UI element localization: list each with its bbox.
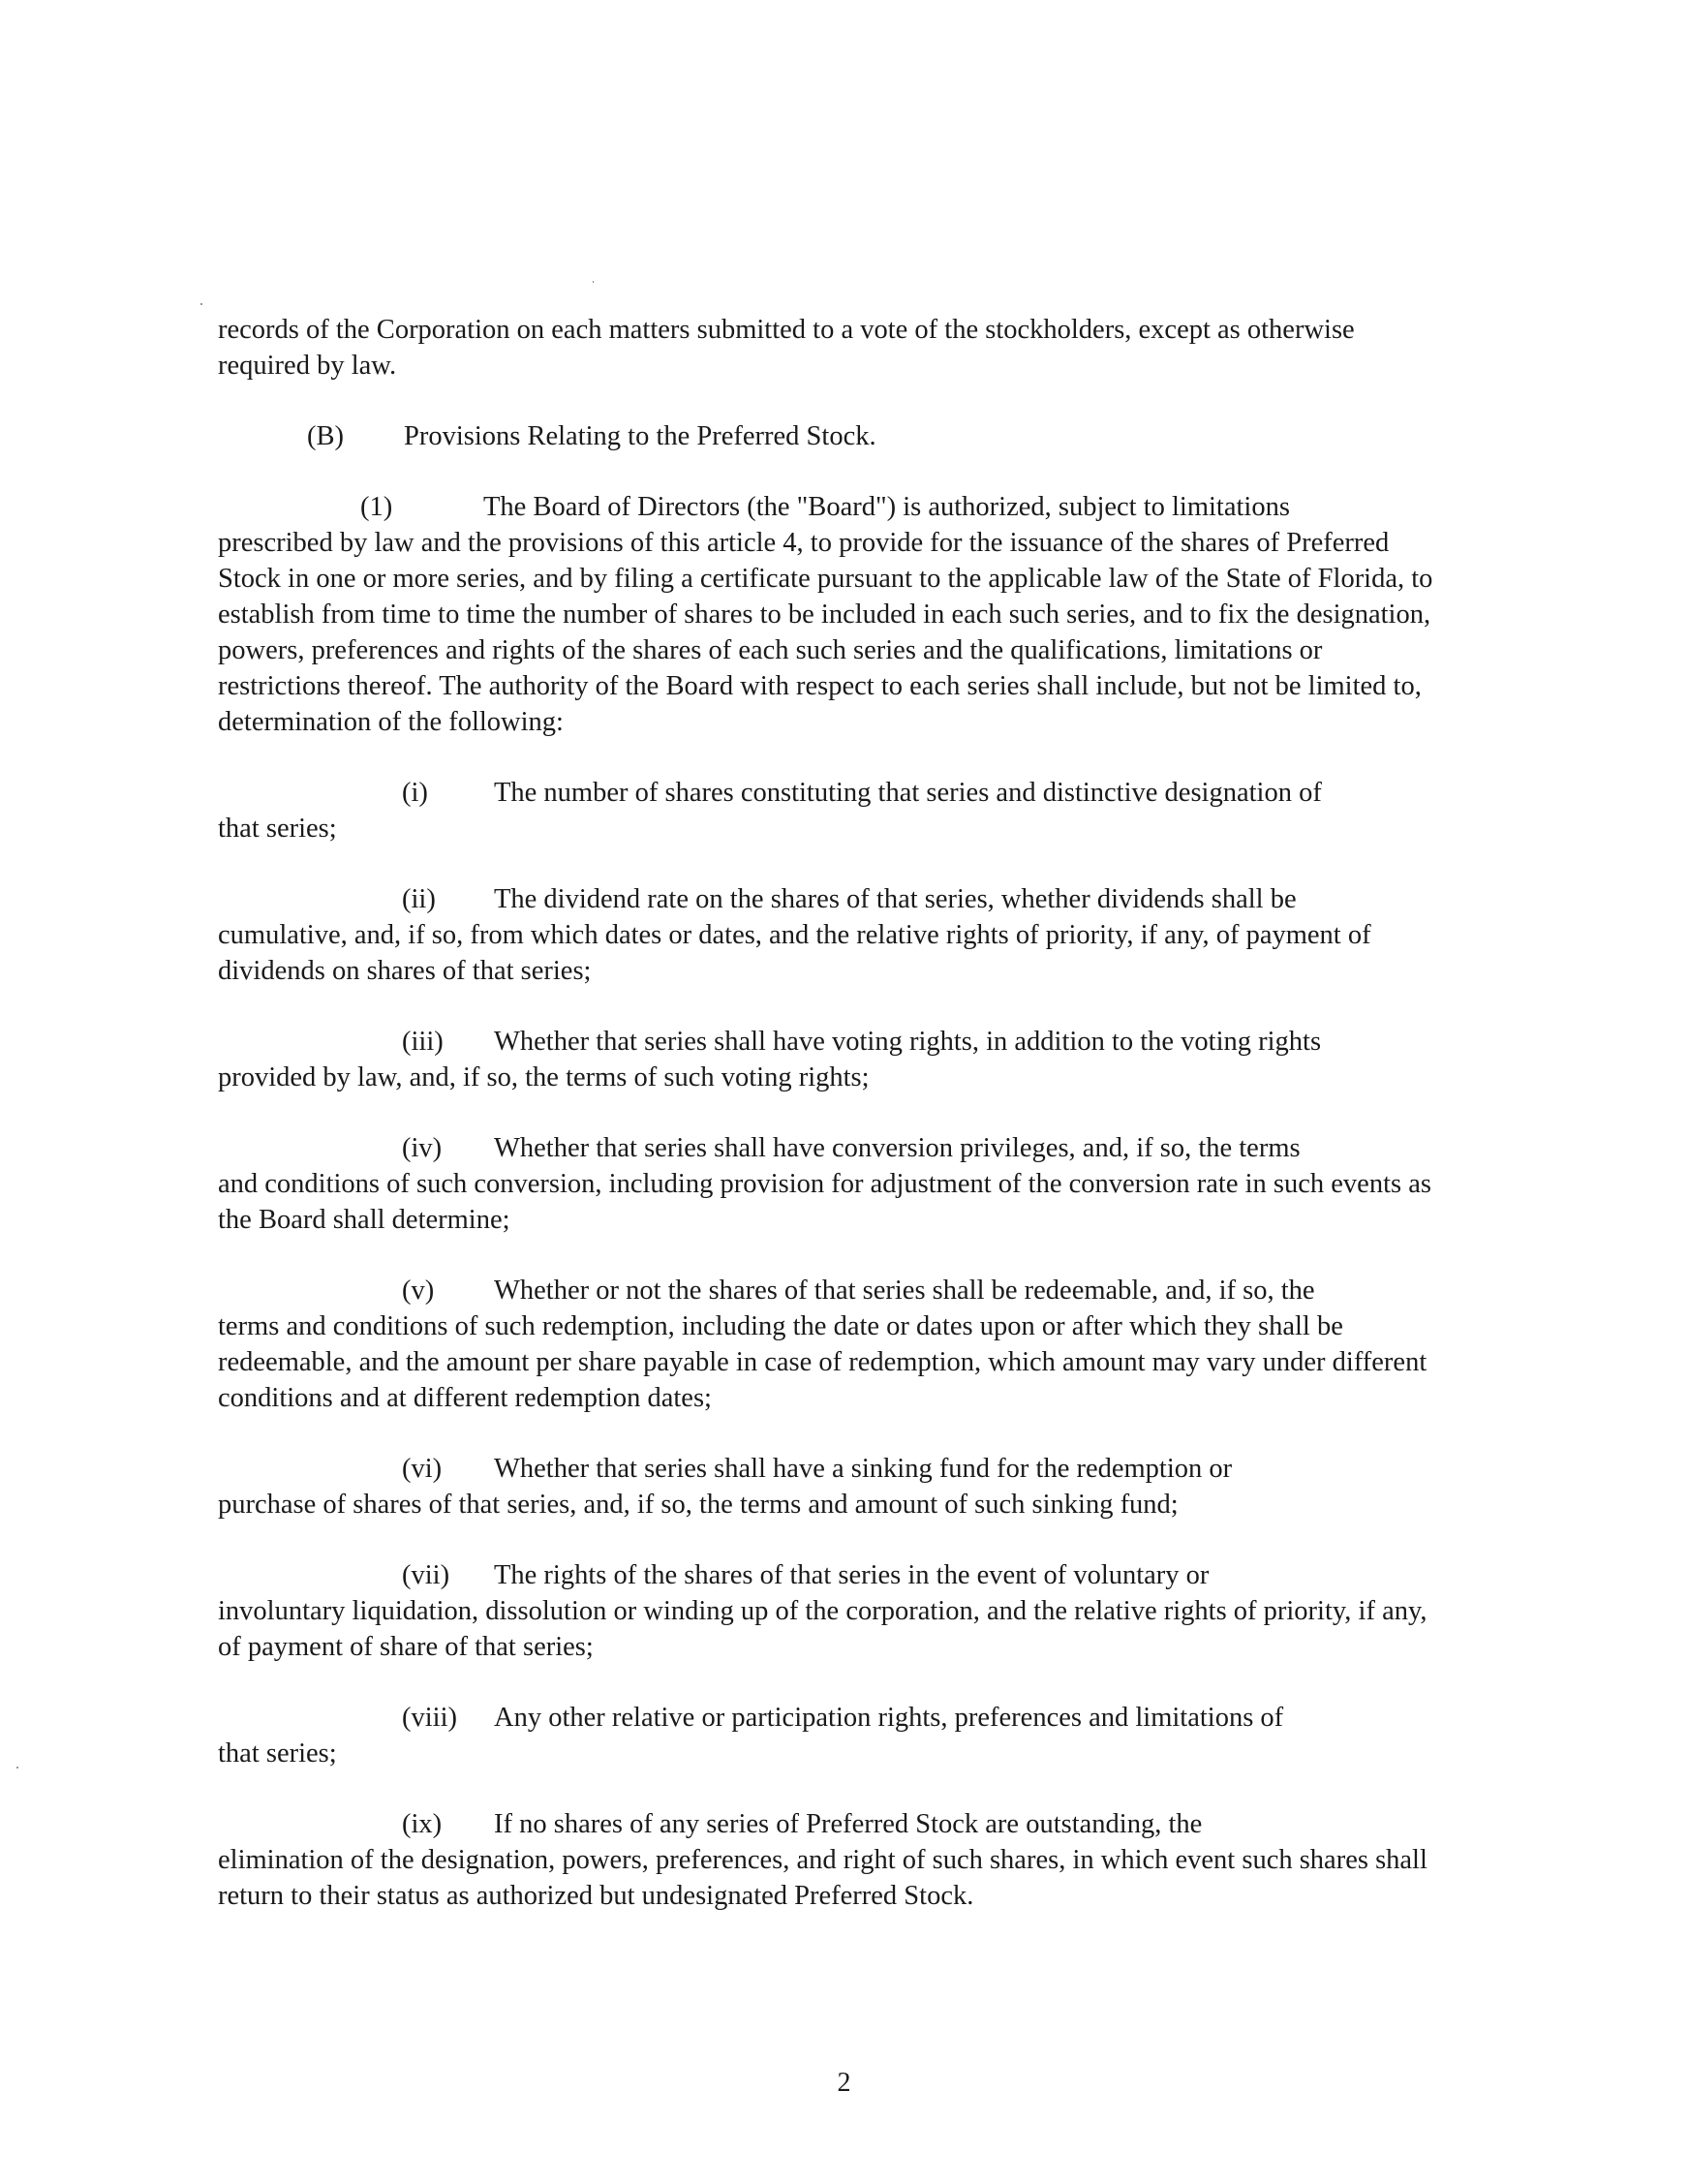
subitem-first-line [218, 1273, 1433, 1308]
subitem-body: that series; [218, 814, 337, 844]
scan-speck [593, 281, 594, 283]
subitem-lead: The rights of the shares of that series in the event of voluntary or [494, 1560, 1210, 1590]
item-1-lead: The Board of Directors (the "Board") is authorized, subject to limitations [483, 492, 1290, 522]
subitem-paragraph [218, 1806, 1433, 1914]
subitem-body: involuntary liquidation, dissolution or winding up of the corporation, and the relative rights of priority, if any, of payment of share of that series; [218, 1596, 1427, 1662]
intro-paragraph: records of the Corporation on each matters submitted to a vote of the stockholders, except as otherwise required by law. [218, 315, 1355, 381]
subitem-body: terms and conditions of such redemption, including the date or dates upon or after which they shall be redeemable, and the amount per share payable in case of redemption, which amount may vary under different conditions and at different redemption dates; [218, 1311, 1427, 1413]
subitem-body: provided by law, and, if so, the terms of such voting rights; [218, 1062, 870, 1092]
scan-speck [16, 1767, 18, 1769]
subitem-lead: Any other relative or participation rights, preferences and limitations of [494, 1703, 1284, 1733]
scan-speck [200, 303, 202, 305]
subitem-lead: Whether or not the shares of that series shall be redeemable, and, if so, the [494, 1276, 1315, 1306]
subitem-label: (ii) [402, 884, 436, 914]
subitem-label: (iii) [402, 1027, 444, 1057]
subitem-lead: Whether that series shall have conversion privileges, and, if so, the terms [494, 1133, 1301, 1163]
item-1-body: prescribed by law and the provisions of this article 4, to provide for the issuance of the shares of Preferred Stock in one or more series, and by filing a certificate pursuant to the applicable law of the State of Florida, to establish from time to time the number of shares to be included in each such series, and to fix the designation, powers, preferences and rights of the shares of each such series and the qualifications, limitations or restrictions thereof. The authority of the Board with respect to each series shall include, but not be limited to, determination of the following: [218, 528, 1433, 737]
section-title: Provisions Relating to the Preferred Stock. [404, 421, 876, 451]
subitem-first-line [218, 1130, 1433, 1166]
subitem-first-line [218, 1557, 1433, 1593]
section-label: (B) [307, 421, 344, 451]
subitem-label: (vi) [402, 1454, 443, 1484]
subitem-label: (ix) [402, 1809, 443, 1839]
subitem-lead: The number of shares constituting that series and distinctive designation of [494, 778, 1322, 808]
subitem-body: cumulative, and, if so, from which dates or dates, and the relative rights of priority, if any, of payment of dividends on shares of that series; [218, 920, 1371, 986]
subitem-lead: If no shares of any series of Preferred Stock are outstanding, the [494, 1809, 1203, 1839]
subitem-body: and conditions of such conversion, including provision for adjustment of the conversion rate in such events as the Board shall determine; [218, 1169, 1431, 1235]
subitem-label: (v) [402, 1276, 435, 1306]
item-1-label: (1) [360, 492, 393, 522]
subitem-list [218, 775, 1433, 1914]
subitem-body: that series; [218, 1738, 337, 1769]
subitem-paragraph [218, 1024, 1433, 1095]
subitem-label: (i) [402, 778, 428, 808]
subitem-paragraph [218, 1130, 1433, 1238]
subitem-paragraph [218, 1451, 1433, 1523]
subitem-label: (vii) [402, 1560, 450, 1590]
subitem-paragraph [218, 1700, 1433, 1771]
subitem-body: elimination of the designation, powers, preferences, and right of such shares, in which event such shares shall return to their status as authorized but undesignated Preferred Stock. [218, 1845, 1427, 1911]
subitem-body: purchase of shares of that series, and, if so, the terms and amount of such sinking fund; [218, 1490, 1179, 1520]
subitem-paragraph [218, 881, 1433, 989]
subitem-lead: The dividend rate on the shares of that series, whether dividends shall be [494, 884, 1297, 914]
subitem-first-line [218, 881, 1433, 917]
item-1-first-line [218, 489, 1433, 525]
subitem-lead: Whether that series shall have a sinking fund for the redemption or [494, 1454, 1233, 1484]
subitem-first-line [218, 1700, 1433, 1736]
subitem-first-line [218, 775, 1433, 811]
subitem-label: (viii) [402, 1703, 457, 1733]
subitem-paragraph [218, 1273, 1433, 1416]
subitem-first-line [218, 1806, 1433, 1842]
subitem-first-line [218, 1451, 1433, 1487]
subitem-lead: Whether that series shall have voting rights, in addition to the voting rights [494, 1027, 1322, 1057]
subitem-paragraph [218, 1557, 1433, 1665]
subitem-paragraph [218, 775, 1433, 846]
page-number: 2 [837, 2068, 851, 2098]
subitem-first-line [218, 1024, 1433, 1060]
section-heading-b [218, 418, 1433, 454]
subitem-label: (iv) [402, 1133, 443, 1163]
item-1-paragraph [218, 489, 1433, 740]
document-body [218, 312, 1433, 1949]
